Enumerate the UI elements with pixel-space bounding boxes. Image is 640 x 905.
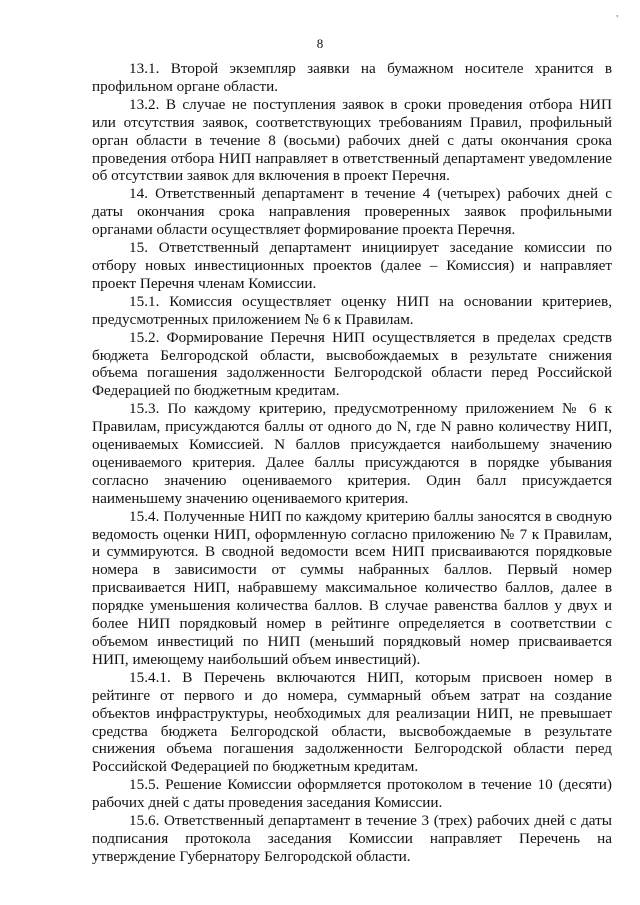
paragraph-15: 15. Ответственный департамент инициирует заседание комиссии по отбору новых инвестиционных проектов (далее – Комиссия) и направляет проект Перечня членам Комиссии. xyxy=(92,239,612,292)
paragraph-15-2: 15.2. Формирование Перечня НИП осуществляется в пределах средств бюджета Белгородской области, высвобождаемых в результате снижения объема погашения задолженности Белгородской области перед Российской Федерацией по бюджетным кредитам. xyxy=(92,328,612,400)
paragraph-15-1: 15.1. Комиссия осуществляет оценку НИП на основании критериев, предусмотренных приложением № 6 к Правилам. xyxy=(92,292,612,328)
paragraph-13-1: 13.1. Второй экземпляр заявки на бумажном носителе хранится в профильном органе области. xyxy=(92,60,612,95)
corner-mark: ' xyxy=(616,14,618,25)
document-body xyxy=(92,60,612,866)
paragraph-13-2: 13.2. В случае не поступления заявок в сроки проведения отбора НИП или отсутствия заявок, соответствующих требованиям Правил, профильный орган области в течение 8 (восьми) рабочих дней с даты окончания срока проведения отбора НИП направляет в ответственный департамент уведомление об отсутствии заявок для включения в проект Перечня. xyxy=(92,95,612,185)
page-number: 8 xyxy=(316,36,324,51)
paragraph-15-4-1: 15.4.1. В Перечень включаются НИП, которым присвоен номер в рейтинге от первого и до номера, суммарный объем затрат на создание объектов инфраструктуры, необходимых для реализации НИП, не превышает средства бюджета Белгородской области, высвобождаемые в результате снижения объема погашения задолженности Белгородской области перед Российской Федерацией по бюджетным кредитам. xyxy=(92,668,612,776)
paragraph-15-4: 15.4. Полученные НИП по каждому критерию баллы заносятся в сводную ведомость оценки НИП, оформленную согласно приложению № 7 к Правилам, и суммируются. В сводной ведомости всем НИП присваиваются порядковые номера в зависимости от суммы набранных баллов. Первый номер присваивается НИП, набравшему максимальное количество баллов, далее в порядке уменьшения количества баллов. В случае равенства баллов у двух и более НИП порядковый номер в рейтинге определяется в соответствии с объемом инвестиций по НИП (меньший порядковый номер присваивается НИП, имеющему наибольший объем инвестиций). xyxy=(92,507,612,668)
paragraph-15-3: 15.3. По каждому критерию, предусмотренному приложением № 6 к Правилам, присуждаются баллы от одного до N, где N равно количеству НИП, оцениваемых Комиссией. N баллов присуждается наибольшему значению оцениваемого критерия. Далее баллы присуждаются в порядке убывания согласно значению оцениваемого критерия. Один балл присуждается наименьшему значению оцениваемого критерия. xyxy=(92,400,612,507)
paragraph-15-5: 15.5. Решение Комиссии оформляется протоколом в течение 10 (десяти) рабочих дней с даты проведения заседания Комиссии. xyxy=(92,776,612,812)
paragraph-15-6: 15.6. Ответственный департамент в течение 3 (трех) рабочих дней с даты подписания протокола заседания Комиссии направляет Перечень на утверждение Губернатору Белгородской области. xyxy=(92,812,612,865)
paragraph-14: 14. Ответственный департамент в течение 4 (четырех) рабочих дней с даты окончания срока направления проверенных заявок профильными органами области осуществляет формирование проекта Перечня. xyxy=(92,185,612,239)
